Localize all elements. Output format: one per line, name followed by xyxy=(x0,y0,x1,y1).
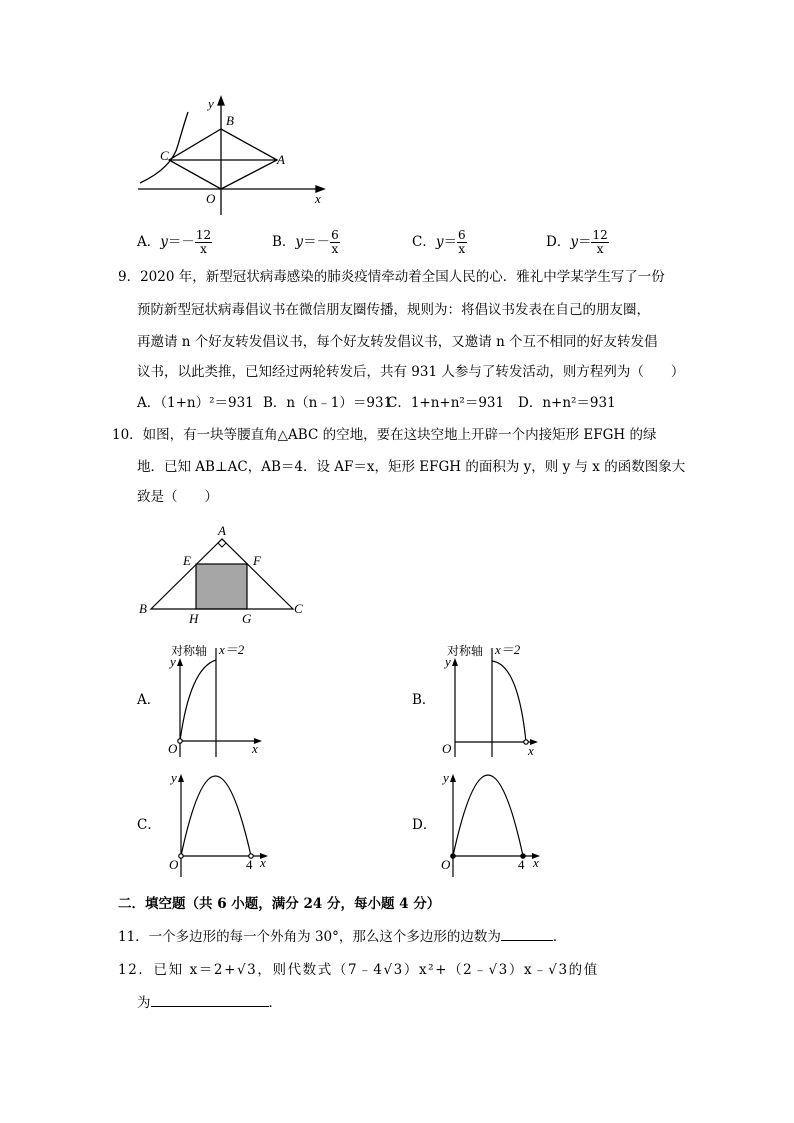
denominator: x xyxy=(200,242,207,256)
q9-line-3: 再邀请 n 个好友转发倡议书，每个好友转发倡议书，又邀请 n 个互不相同的好友转发倡 xyxy=(137,334,658,350)
numerator: 6 xyxy=(331,228,339,242)
q10-option-d: D． xyxy=(412,817,437,833)
label-H: H xyxy=(189,611,199,626)
denominator: x xyxy=(331,242,339,256)
option-eq: ＝－ xyxy=(303,234,331,250)
label-B: B xyxy=(139,601,147,616)
q12-end: ． xyxy=(268,995,282,1011)
label-O: O xyxy=(206,191,216,206)
label-4: 4 xyxy=(518,857,525,872)
label-x: x xyxy=(315,191,321,206)
option-eq: ＝ xyxy=(577,234,592,250)
label-C: C xyxy=(294,601,303,616)
q9-line-4: 议书，以此类推，已知经过两轮转发后，共有 931 人参与了转发活动，则方程列为（ ） xyxy=(137,364,685,380)
label-O: O xyxy=(442,741,452,756)
option-letter: A． xyxy=(137,234,161,250)
q12-line-1: 12．已知 x＝2+√3，则代数式（7﹣4√3）x²+（2﹣√3）x﹣√3的值 xyxy=(118,962,599,978)
denominator: x xyxy=(458,242,466,256)
q12-line-2 xyxy=(137,992,282,1012)
q10-line-1: 10．如图，有一块等腰直角△ABC 的空地，要在这块空地上开辟一个内接矩形 EFGH 的绿 xyxy=(112,427,657,443)
option-lhs: y xyxy=(160,234,168,250)
rectangle-EFGH xyxy=(196,564,247,609)
label-A: A xyxy=(218,523,226,538)
curve xyxy=(453,775,523,856)
q11-end: ． xyxy=(552,929,567,945)
label-y: y xyxy=(443,770,449,785)
y-arrow xyxy=(452,658,458,666)
label-x: x xyxy=(252,741,258,756)
q12-text: 为 xyxy=(137,995,151,1011)
symmetry-axis-equation: x＝2 xyxy=(219,642,245,657)
q10-line-2: 地．已知 AB⊥AC，AB＝4．设 AF＝x，矩形 EFGH 的面积为 y，则 y 与 x 的函数图象大 xyxy=(137,459,686,475)
q10-option-a: A． xyxy=(137,692,161,708)
option-eq: ＝－ xyxy=(167,234,195,250)
answer-blank[interactable] xyxy=(151,992,269,1007)
right-angle-mark xyxy=(218,539,226,547)
label-x: x xyxy=(260,855,266,870)
graph-b xyxy=(455,648,534,757)
option-lhs: y xyxy=(435,234,444,250)
numerator: 6 xyxy=(457,228,466,242)
q9-option-c: C．1+n+n²＝931 xyxy=(387,395,505,411)
option-lhs: y xyxy=(295,234,304,250)
triangle-figure xyxy=(139,523,303,626)
q9-option-d: D．n+n²＝931 xyxy=(518,395,616,411)
answer-blank[interactable] xyxy=(501,926,553,941)
label-F: F xyxy=(253,553,261,568)
open-point xyxy=(179,854,183,858)
q10-option-b: B． xyxy=(412,692,436,708)
option-letter: C． xyxy=(412,234,436,250)
q9-option-a: A．（1+n）²＝931 xyxy=(137,395,254,411)
q11 xyxy=(118,926,566,946)
label-y: y xyxy=(171,770,177,785)
label-C: C xyxy=(160,148,169,163)
q9-option-b: B．n（n﹣1）＝931 xyxy=(263,395,393,411)
closed-point xyxy=(451,854,455,858)
curve xyxy=(181,776,251,856)
curve xyxy=(492,661,526,742)
q9-line-1: 9．2020 年，新型冠状病毒感染的肺炎疫情牵动着全国人民的心．雅礼中学某学生写了一份 xyxy=(118,269,665,285)
section-title: 二．填空题（共 6 小题，满分 24 分，每小题 4 分） xyxy=(118,896,441,912)
q10-option-c: C． xyxy=(137,817,161,833)
label-B: B xyxy=(226,113,234,128)
numerator: 12 xyxy=(592,228,608,242)
label-G: G xyxy=(242,611,252,626)
open-point xyxy=(178,739,182,743)
y-arrow xyxy=(450,774,456,782)
symmetry-axis-label: 对称轴 xyxy=(171,644,208,658)
symmetry-axis-equation: x＝2 xyxy=(495,642,521,657)
label-E: E xyxy=(183,553,191,568)
denominator: x xyxy=(596,242,604,256)
numerator: 12 xyxy=(195,228,212,242)
option-letter: B． xyxy=(272,234,296,250)
label-y: y xyxy=(170,654,176,669)
y-arrow xyxy=(178,774,184,782)
y-arrow xyxy=(177,658,183,666)
label-4: 4 xyxy=(246,857,253,872)
label-x: x xyxy=(533,855,539,870)
label-O: O xyxy=(168,741,178,756)
option-eq: ＝ xyxy=(443,234,457,250)
q10-line-3: 致是（ ） xyxy=(137,489,218,505)
label-x: x xyxy=(528,743,534,758)
q9-line-2: 预防新型冠状病毒倡议书在微信朋友圈传播，规则为：将倡议书发表在自己的朋友圈， xyxy=(137,302,650,318)
symmetry-axis-label: 对称轴 xyxy=(447,644,484,658)
label-A: A xyxy=(277,152,285,167)
graph-a xyxy=(178,648,258,757)
label-O: O xyxy=(169,857,179,872)
curve xyxy=(180,660,216,741)
option-lhs: y xyxy=(570,234,578,250)
option-letter: D． xyxy=(546,234,571,250)
label-y: y xyxy=(208,96,214,111)
label-y: y xyxy=(445,654,451,669)
label-O: O xyxy=(441,857,451,872)
q11-text: 11．一个多边形的每一个外角为 30°，那么这个多边形的边数为 xyxy=(118,929,501,945)
